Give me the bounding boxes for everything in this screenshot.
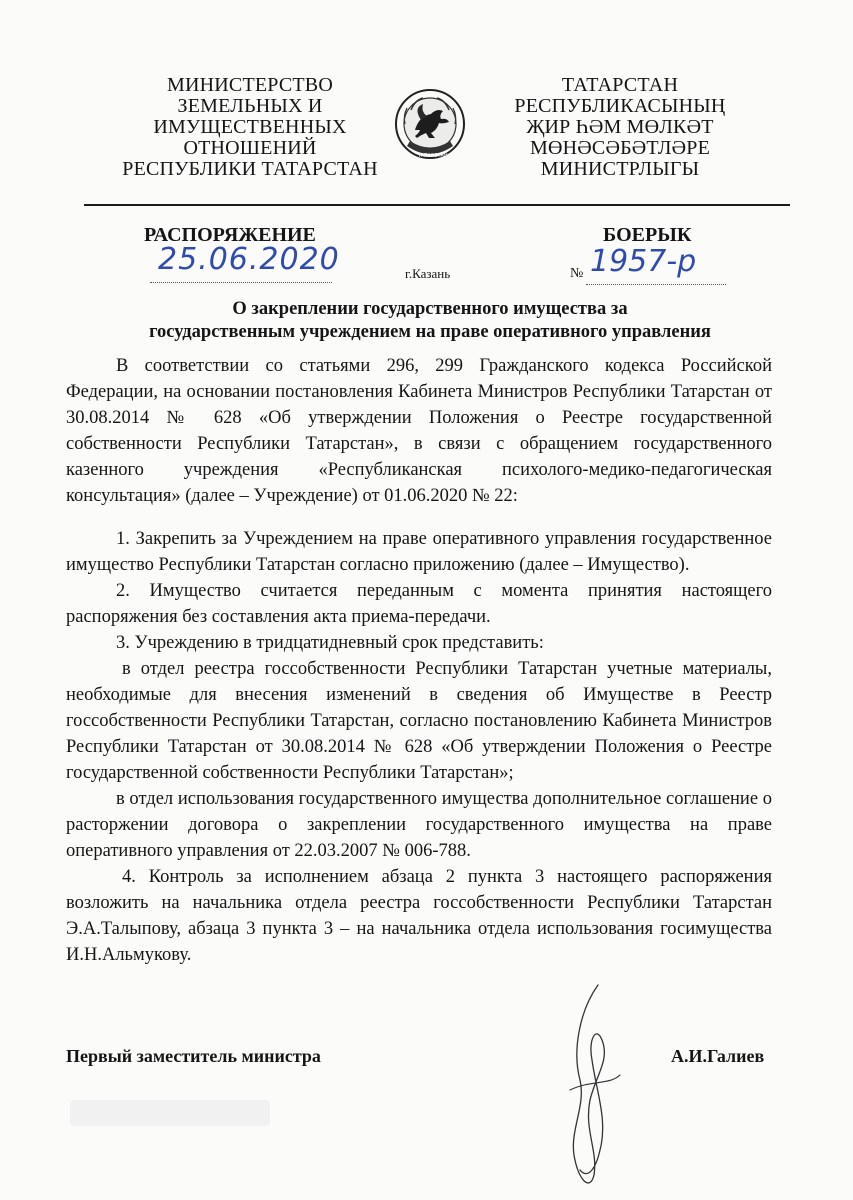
- document-body: [66, 353, 772, 968]
- title-line: государственным учреждением на праве оперативного управления: [149, 322, 711, 342]
- doc-type-tatar: БОЕРЫК: [603, 224, 692, 246]
- clause-2: 2. Имущество считается переданным с момента принятия настоящего распоряжения без составления акта приема-передачи.: [66, 581, 772, 627]
- handwritten-signature: [550, 980, 640, 1195]
- clause-4: 4. Контроль за исполнением абзаца 2 пункта 3 настоящего распоряжения возложить на начальника отдела реестра госсобственности Республики Татарстан Э.А.Талыпову, абзаца 3 пункта 3 – на начальника отдела использования госимущества И.Н.Альмукову.: [66, 867, 772, 965]
- signatory-name: А.И.Галиев: [671, 1046, 765, 1066]
- header-left-line: РЕСПУБЛИКИ ТАТАРСТАН: [122, 158, 378, 180]
- header-right-line: МИНИСТРЛЫГЫ: [540, 158, 700, 180]
- header-right-line: ҖИР ҺӘМ МӨЛКӘТ: [526, 116, 714, 138]
- header-right-line: РЕСПУБЛИКАСЫНЫҢ: [514, 95, 726, 117]
- ministry-name-tatar: [470, 75, 770, 180]
- date-underline: [150, 282, 332, 283]
- faded-stamp-mark: [70, 1100, 270, 1126]
- number-underline: [586, 284, 726, 285]
- preamble-paragraph: В соответствии со статьями 296, 299 Гражданского кодекса Российской Федерации, на основании постановления Кабинета Министров Республики Татарстан от 30.08.2014 № 628 «Об утверждении Положения о Реестре государственной собственности Республики Татарстан», в связи с обращением государственного казенного учреждения «Республиканская психолого-медико-педагогическая консультация» (далее – Учреждение) от 01.06.2020 № 22:: [66, 356, 772, 506]
- doc-type-russian: РАСПОРЯЖЕНИЕ: [144, 224, 316, 246]
- city-label: г.Казань: [405, 266, 451, 281]
- title-line: О закреплении государственного имущества за: [232, 299, 628, 319]
- clause-3-item-1: в отдел реестра госсобственности Республики Татарстан учетные материалы, необходимые для внесения изменений в сведения об Имуществе в Реестр госсобственности Республики Татарстан, согласно постановлению Кабинета Министров Республики Татарстан от 30.08.2014 № 628 «Об утверждении Положения о Реестре государственной собственности Республики Татарстан»;: [66, 659, 772, 783]
- handwritten-date: 25.06.2020: [158, 242, 340, 277]
- clause-1: 1. Закрепить за Учреждением на праве оперативного управления государственное имущество Республики Татарстан согласно приложению (далее – Имущество).: [66, 529, 772, 575]
- emblem-text: ТАТАРСТАН: [418, 153, 448, 159]
- signatory-position: Первый заместитель министра: [66, 1046, 321, 1066]
- header-right-line: МӨНӘСӘБӘТЛӘРЕ: [530, 137, 710, 159]
- header-left-line: ОТНОШЕНИЙ: [183, 137, 317, 159]
- document-title: [60, 298, 800, 344]
- header-left-line: ЗЕМЕЛЬНЫХ И: [177, 95, 323, 117]
- header-left-line: ИМУЩЕСТВЕННЫХ: [153, 116, 347, 138]
- ministry-name-russian: [100, 75, 400, 180]
- header-right-line: ТАТАРСТАН: [561, 74, 679, 96]
- clause-3-item-2: в отдел использования государственного имущества дополнительное соглашение о расторжении договора о закреплении государственного имущества на праве оперативного управления от 22.03.2007 № 006-788.: [66, 789, 772, 861]
- number-sign: №: [570, 266, 584, 281]
- header-divider: [84, 204, 790, 206]
- handwritten-number: 1957-р: [590, 244, 697, 279]
- header-left-line: МИНИСТЕРСТВО: [167, 74, 333, 96]
- clause-3: 3. Учреждению в тридцатидневный срок представить:: [116, 633, 544, 653]
